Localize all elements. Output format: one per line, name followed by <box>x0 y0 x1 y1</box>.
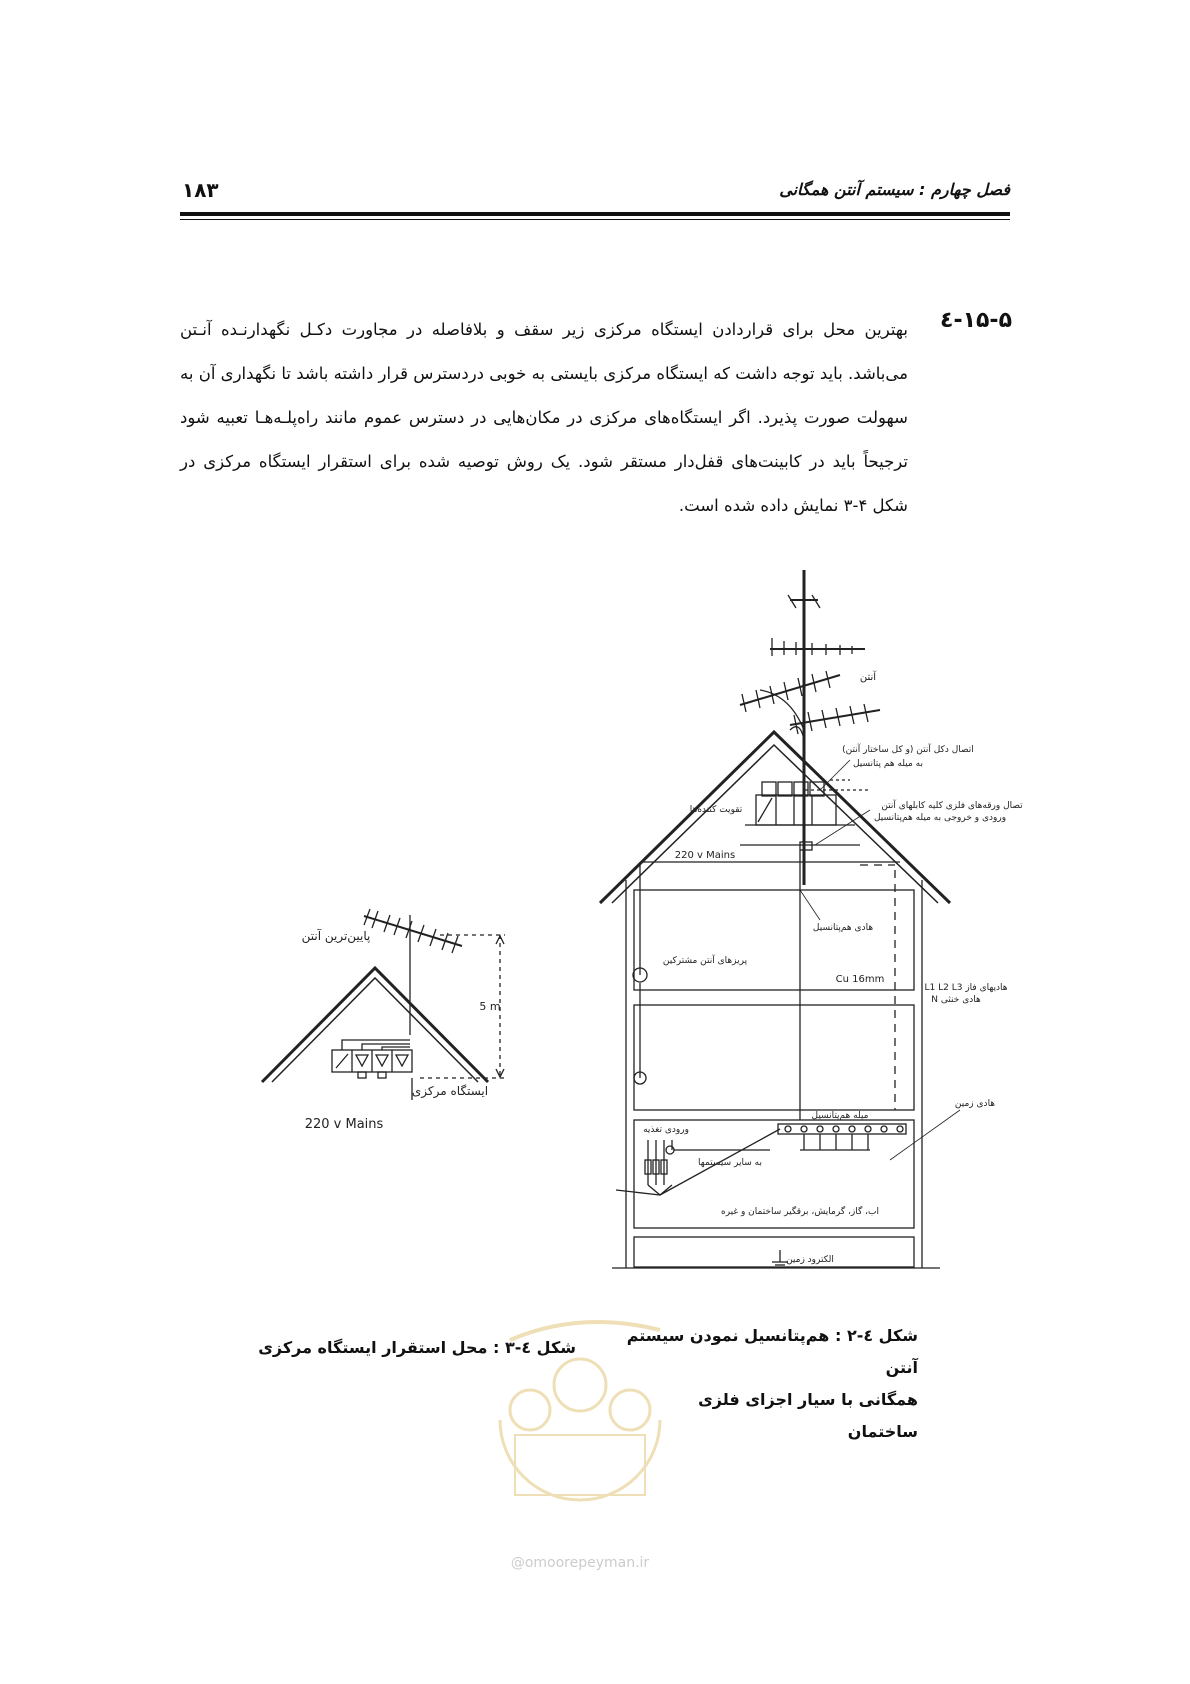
figure-caption-4-2 <box>618 1320 918 1448</box>
figure-left-station <box>332 1040 412 1100</box>
fig-right-label-equipotential-conductor: هادی هم‌پتانسیل <box>812 923 874 933</box>
fig-right-label-antenna: آنتن <box>859 672 877 683</box>
fig-right-label-neutral: N هادی خنثی <box>931 995 981 1005</box>
caption-4-2-line1: شکل ٤-۲ : هم‌پتانسیل نمودن سیستم آنتن <box>626 1326 918 1377</box>
fig-right-label-utilities: اب، گاز، گرمایش، برقگیر ساختمان و غیره <box>720 1207 880 1217</box>
caption-4-2-line2: همگانی با سیار اجزای فلزی <box>698 1390 918 1409</box>
figure-right-equipotential-bar <box>778 1124 906 1150</box>
fig-left-label-mains: 220 v Mains <box>304 1117 384 1132</box>
fig-right-label-mast-bond-2: به میله هم پتانسیل <box>852 759 924 769</box>
fig-left-label-central-station: ایستگاه مرکزی <box>411 1084 489 1098</box>
fig-right-label-supply-input: ورودی تغذیه <box>643 1125 689 1135</box>
fig-right-label-phase: L1 L2 L3 هادیهای فاز <box>924 983 1008 993</box>
section-paragraph: بهترین محل برای قراردادن ایستگاه مرکزی زیر سقف و بلافاصله در مجاورت دکـل نگهدارنـده آنـتن می‌باشد. باید توجه داشت که ایستگاه مرکزی بایستی به خوبی دردسترس قرار داشته باشد تا نگهداری آن به سهولت صورت پذیرد. اگر ایستگاه‌های مرکزی در مکان‌هایی در دسترس عموم مانند راه‌پلـه‌هـا تعبیه شود ترجیحاً باید در کابینت‌های قفل‌دار مستقر شود. یک روش توصیه شده برای استقرار ایستگاه مرکزی در شکل ۴-۳ نمایش داده شده است. <box>180 320 908 515</box>
fig-left-label-height: 5 m <box>479 1000 501 1013</box>
chapter-title: فصل چهارم : سیستم آنتن همگانی <box>779 180 1010 199</box>
fig-right-label-mast-bond: اتصال دکل آنتن (و کل ساختار آنتن) <box>842 745 974 755</box>
fig-right-label-earth-conductor: هادی زمین <box>954 1099 996 1109</box>
fig-right-label-amplifiers: تقویت کننده‌ها <box>689 805 743 815</box>
fig-right-label-other-systems: به سایر سیستمها <box>698 1158 762 1168</box>
fig-right-label-cu: Cu 16mm <box>835 974 885 985</box>
watermark-text: @omoorepeyman.ir <box>510 1555 650 1571</box>
section-number: ۱۵-۵-٤ <box>940 308 1012 333</box>
caption-4-2-line3: ساختمان <box>847 1422 918 1441</box>
fig-right-label-sheath-bond: تصال ورقه‌های فلزی کلیه کابلهای آنتن <box>881 801 1023 811</box>
fig-right-label-subscriber-outlets: پریزهای آنتن مشترکین <box>662 956 748 966</box>
figure-left-roof <box>262 968 488 1082</box>
fig-right-label-sheath-bond-2: ورودی و خروجی به میله هم‌پتانسیل <box>873 813 1007 823</box>
figure-caption-4-3: شکل ٤-۳ : محل استقرار ایستگاه مرکزی <box>258 1338 576 1357</box>
fig-right-label-mains: 220 v Mains <box>674 850 736 861</box>
fig-right-label-earth-electrode: الکترود زمین <box>786 1255 834 1265</box>
fig-right-label-equipotential-bar: میله هم‌پتانسیل <box>811 1111 869 1121</box>
figure-right-antenna-elements <box>740 638 880 740</box>
fig-left-label-lowest-antenna: پایین‌ترین آنتن <box>301 929 371 943</box>
page-number: ۱۸۳ <box>182 178 219 202</box>
